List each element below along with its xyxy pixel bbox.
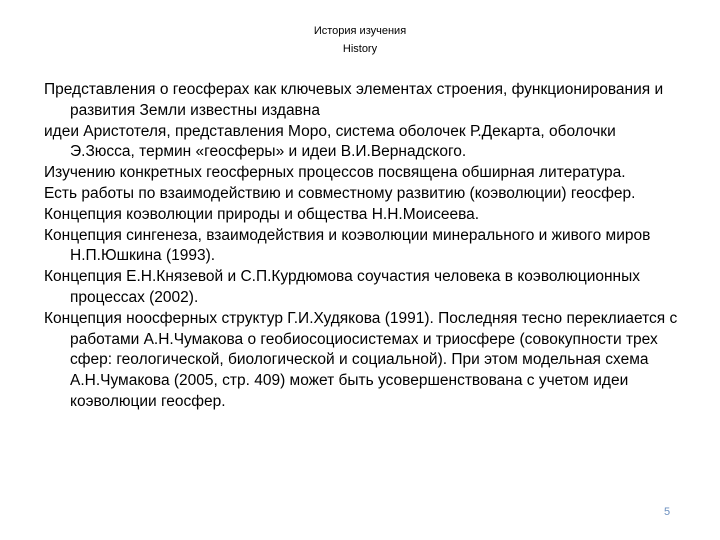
slide-title [0, 22, 720, 58]
paragraph-geospheres-intro: Представления о геосферах как ключевых элементах строения, функционирования и развития Земли известны издавна [44, 81, 664, 119]
paragraph-knyazeva-kurdyumov: Концепция Е.Н.Князевой и С.П.Курдюмова соучастия человека в коэволюционных процессах (2002). [44, 268, 641, 306]
page-number: 5 [664, 506, 671, 518]
title-english: History [342, 43, 378, 55]
paragraph-literature: Изучению конкретных геосферных процессов посвящена обширная литература. [44, 164, 626, 182]
slide-body [44, 80, 684, 413]
paragraph-historical-ideas: идеи Аристотеля, представления Моро, система оболочек Р.Декарта, оболочки Э.Зюсса, термин «геосферы» и идеи В.И.Вернадского. [44, 122, 616, 161]
paragraph-coevolution-works: Есть работы по взаимодействию и совместному развитию (коэволюции) геосфер. [44, 184, 636, 202]
paragraph-moiseev: Концепция коэволюции природы и общества Н.Н.Моисеева. [44, 205, 480, 223]
paragraph-yushkin: Концепция сингенеза, взаимодействия и коэволюции минерального и живого миров Н.П.Юшкина (1993). [44, 226, 651, 265]
paragraph-noosphere: Концепция ноосферных структур Г.И.Худякова (1991). Последняя тесно переклиается с работами А.Н.Чумакова о геобиосоциосистемах и триосфере (совокупности трех сфер: геологической, биологической и социальной). При этом модельная схема А.Н.Чумакова (2005, стр. 409) может быть усовершенствована с учетом идеи коэволюции геосфер. [44, 309, 678, 410]
title-russian: История изучения [313, 25, 407, 37]
